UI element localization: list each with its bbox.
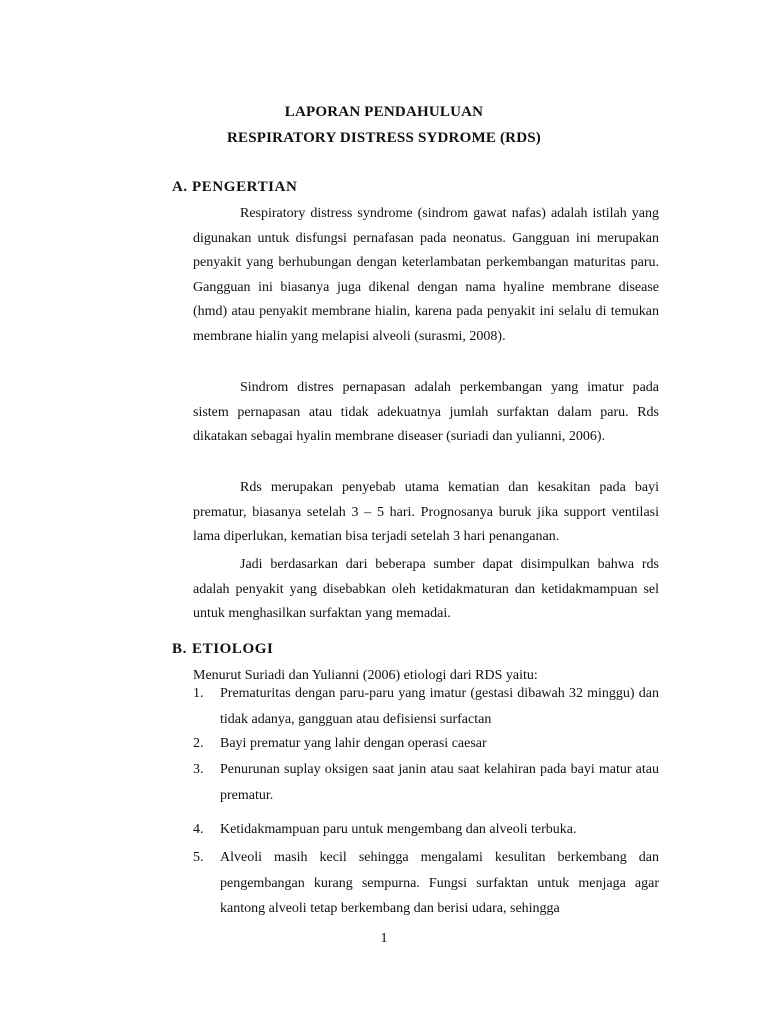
document-subtitle: RESPIRATORY DISTRESS SYDROME (RDS) [227,130,541,146]
section-a-title: PENGERTIAN [192,179,298,195]
list-item-number: 3. [193,762,204,777]
etiology-intro: Menurut Suriadi dan Yulianni (2006) etiologi dari RDS yaitu: [193,668,538,683]
list-item-text: Bayi prematur yang lahir dengan operasi caesar [220,736,487,751]
list-item-number: 4. [193,822,204,837]
section-a-letter: A. [172,179,188,195]
list-item [193,681,659,732]
page-number: 1 [380,931,388,946]
list-item-number: 2. [193,736,204,751]
section-b-heading [172,641,274,658]
list-item [193,731,659,757]
section-b-title: ETIOLOGI [192,641,274,657]
section-a-paragraph-1: Respiratory distress syndrome (sindrom gawat nafas) adalah istilah yang digunakan untuk disfungsi pernafasan pada neonatus. Gangguan ini merupakan penyakit yang berhubungan dengan keterlambatan perkembangan maturitas paru. Gangguan ini biasanya juga dikenal dengan nama hyaline membrane disease (hmd) atau penyakit membrane hialin, karena pada penyakit ini selalu di temukan membrane hialin yang melapisi alveoli (surasmi, 2008). [193,206,659,344]
list-item-text: Penurunan suplay oksigen saat janin atau saat kelahiran pada bayi matur atau prematur. [220,762,659,803]
section-a-paragraph-4: Jadi berdasarkan dari beberapa sumber dapat disimpulkan bahwa rds adalah penyakit yang disebabkan oleh ketidakmaturan dan ketidakmampuan sel untuk menghasilkan surfaktan yang memadai. [193,557,659,622]
list-item [193,757,659,808]
list-item-text: Prematuritas dengan paru-paru yang imatur (gestasi dibawah 32 minggu) dan tidak adanya, gangguan atau defisiensi surfactan [220,686,659,727]
list-item [193,817,659,843]
section-b-letter: B. [172,641,187,657]
section-a-heading [172,179,298,196]
list-item-number: 1. [193,686,204,701]
document-title: LAPORAN PENDAHULUAN [284,104,484,120]
list-item-text: Ketidakmampuan paru untuk mengembang dan alveoli terbuka. [220,822,577,837]
list-item-text: Alveoli masih kecil sehingga mengalami kesulitan berkembang dan pengembangan kurang sempurna. Fungsi surfaktan untuk menjaga agar kantong alveoli tetap berkembang dan berisi udara, sehingga [220,850,659,916]
list-item-number: 5. [193,850,204,865]
section-a-paragraph-2: Sindrom distres pernapasan adalah perkembangan yang imatur pada sistem pernapasan atau tidak adekuatnya jumlah surfaktan dalam paru. Rds dikatakan sebagai hyalin membrane diseaser (suriadi dan yulianni, 2006). [193,380,659,445]
section-a-paragraph-3: Rds merupakan penyebab utama kematian dan kesakitan pada bayi prematur, biasanya setelah 3 – 5 hari. Prognosanya buruk jika support ventilasi lama diperlukan, kematian bisa terjadi setelah 3 hari penanganan. [193,480,659,545]
list-item [193,845,659,922]
